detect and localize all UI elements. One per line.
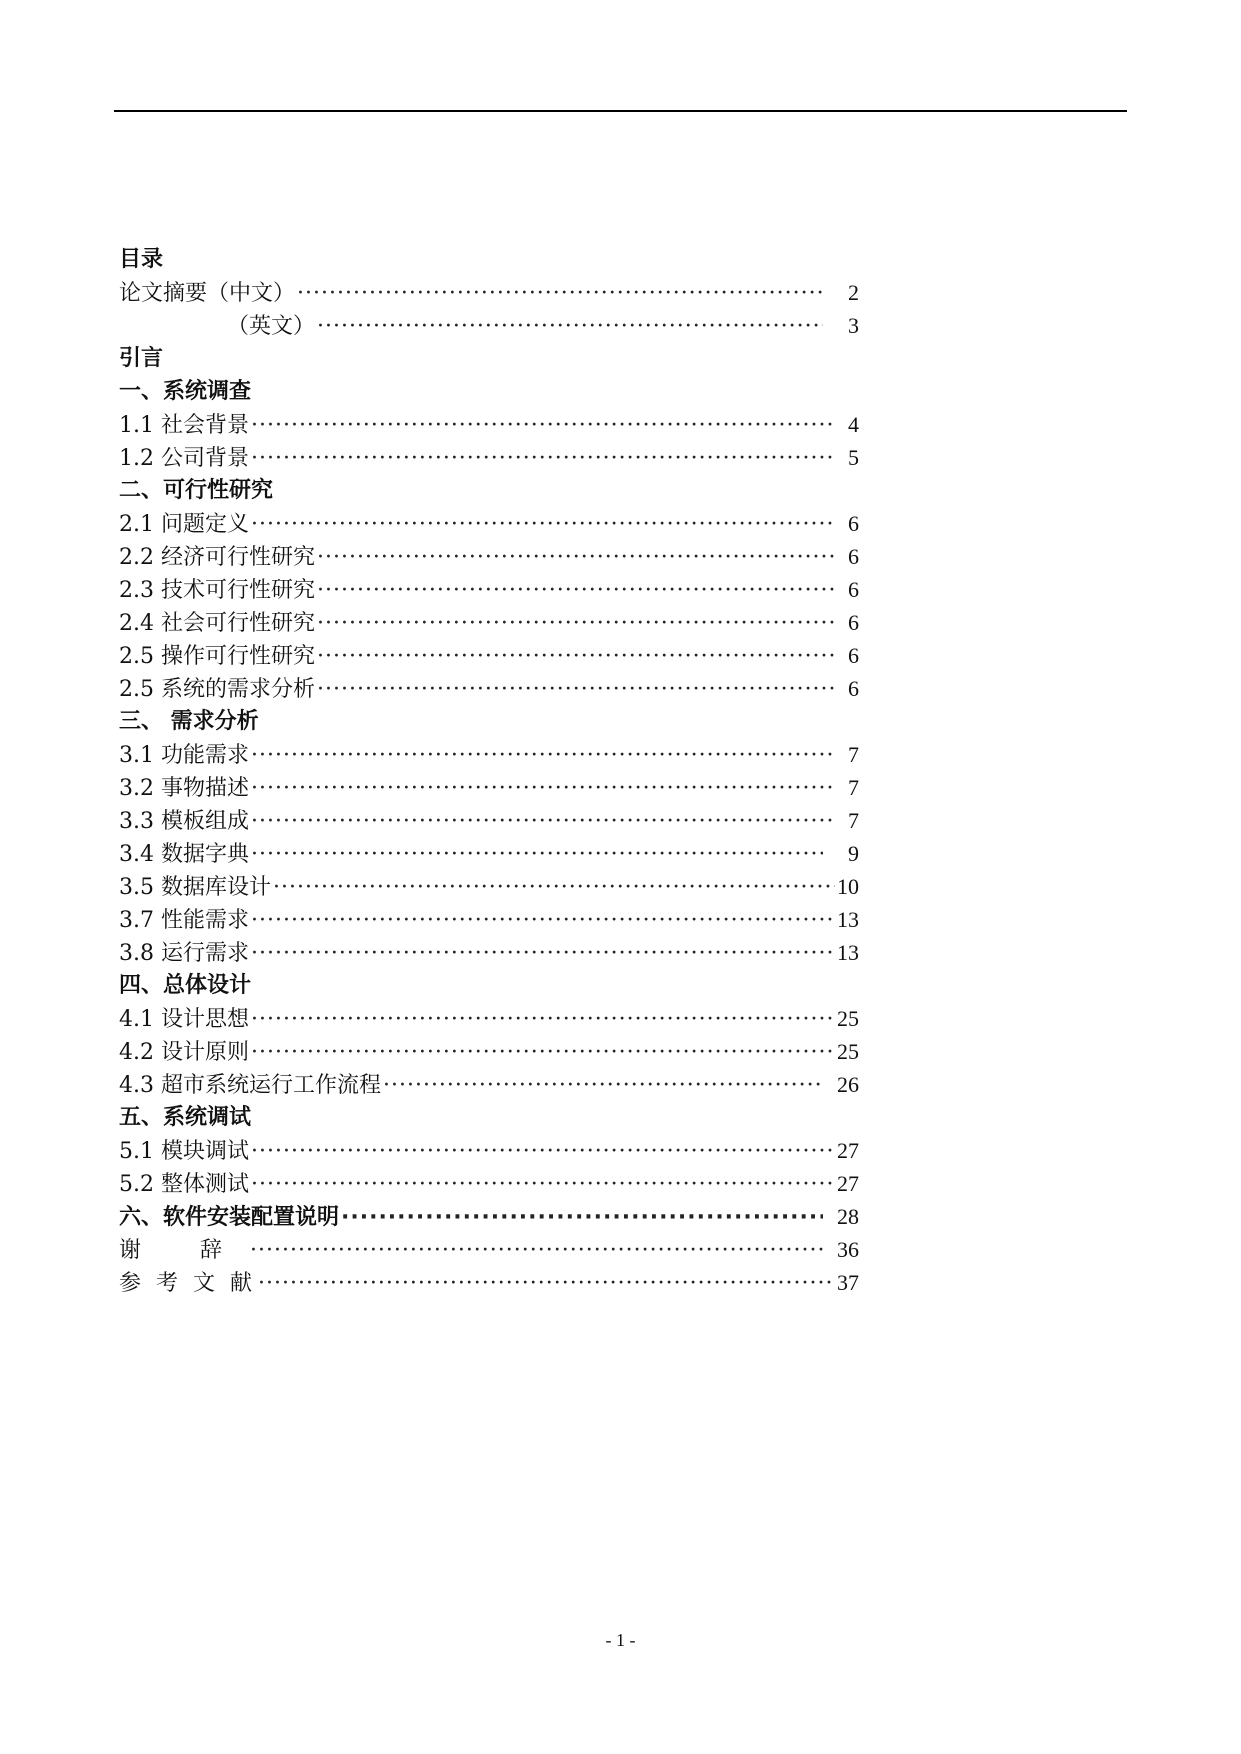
toc-entry-label: 2.3 技术可行性研究: [119, 578, 315, 603]
dot-leader: [317, 541, 835, 574]
toc-entry[interactable]: [119, 606, 859, 639]
dot-leader: [273, 871, 835, 904]
toc-title-text: 目录: [119, 247, 164, 272]
toc-entry-label: 参 考 文 献: [119, 1271, 256, 1296]
toc-entry-page: 25: [837, 1039, 859, 1064]
dot-leader: [317, 310, 823, 343]
toc-entry-label: 3.3 模板组成: [119, 809, 249, 834]
toc-entry-page: 13: [837, 940, 859, 965]
toc-entry[interactable]: [119, 903, 859, 936]
toc-entry-page: 7: [848, 775, 859, 800]
toc-section-heading[interactable]: [119, 705, 859, 738]
dot-leader: [317, 640, 835, 673]
toc-entry-label: 3.5 数据库设计: [119, 875, 271, 900]
toc-entry[interactable]: [119, 573, 859, 606]
toc-entry-label: 3.2 事物描述: [119, 776, 249, 801]
toc-entry[interactable]: [119, 870, 859, 903]
toc-section-heading[interactable]: [119, 1200, 859, 1233]
toc-entry-page: 27: [837, 1138, 859, 1163]
toc-entry[interactable]: [119, 408, 859, 441]
toc-entry-label: 1.2 公司背景: [119, 446, 249, 471]
toc-entry-page: 9: [848, 841, 859, 866]
toc-entry-page: 2: [848, 280, 859, 305]
dot-leader: [297, 277, 823, 310]
toc-entry-label: 引言: [119, 346, 164, 371]
toc-entry-label: 4.1 设计思想: [119, 1007, 249, 1032]
dot-leader: [251, 1003, 835, 1036]
toc-entry[interactable]: [119, 936, 859, 969]
toc-section-heading[interactable]: [119, 375, 859, 408]
toc-entry-page: 7: [848, 742, 859, 767]
toc-entry-label: 二、可行性研究: [119, 478, 274, 503]
toc-entry-page: 6: [848, 577, 859, 602]
toc-entry-label: 三、 需求分析: [119, 709, 259, 734]
toc-entry[interactable]: [119, 804, 859, 837]
dot-leader: [317, 673, 835, 706]
toc-entry-page: 36: [837, 1237, 859, 1262]
toc-entry[interactable]: [119, 672, 859, 705]
toc-section-heading[interactable]: [119, 969, 859, 1002]
toc-entry-page: 4: [848, 412, 859, 437]
toc-title: [119, 243, 859, 276]
toc-entry[interactable]: [119, 1068, 859, 1101]
toc-entry-label: 一、系统调查: [119, 379, 252, 404]
toc-entry[interactable]: [119, 837, 859, 870]
dot-leader: [251, 937, 835, 970]
toc-entry-page: 5: [848, 445, 859, 470]
toc-entry-label: 论文摘要（中文）: [119, 281, 296, 306]
toc-entry-label: 1.1 社会背景: [119, 413, 249, 438]
toc-entry[interactable]: [119, 771, 859, 804]
toc-entry-label: 2.1 问题定义: [119, 512, 249, 537]
toc-entry[interactable]: [119, 309, 859, 342]
toc-section-heading[interactable]: [119, 474, 859, 507]
toc-entry-page: 6: [848, 676, 859, 701]
dot-leader: [251, 904, 835, 937]
dot-leader: [317, 607, 835, 640]
toc-entry-label: 5.1 模块调试: [119, 1139, 249, 1164]
dot-leader: [383, 1069, 823, 1102]
toc-entry-label: 3.1 功能需求: [119, 743, 249, 768]
dot-leader: [251, 805, 835, 838]
toc-entry-page: 28: [837, 1204, 859, 1229]
dot-leader: [251, 1168, 835, 1201]
dot-leader: [258, 1267, 835, 1300]
toc-entry-label: （英文）: [227, 314, 316, 339]
toc-entry[interactable]: [119, 441, 859, 474]
toc-entry[interactable]: [119, 1035, 859, 1068]
toc-entry[interactable]: [119, 1266, 859, 1299]
toc-entry[interactable]: [119, 639, 859, 672]
dot-leader: [251, 739, 835, 772]
dot-leader: [251, 508, 835, 541]
toc-entry-label: 3.4 数据字典: [119, 842, 249, 867]
toc-entry[interactable]: [119, 1167, 859, 1200]
toc-entry[interactable]: [119, 1233, 859, 1266]
toc-entry-label: 六、软件安装配置说明: [119, 1205, 340, 1230]
toc-entry-label: 4.3 超市系统运行工作流程: [119, 1073, 381, 1098]
toc-entry-label: 五、系统调试: [119, 1105, 252, 1130]
header-rule: [114, 110, 1127, 112]
toc-entry[interactable]: [119, 540, 859, 573]
toc-entry-label: 四、总体设计: [119, 973, 252, 998]
toc-entry[interactable]: [119, 507, 859, 540]
toc-entry-label: 谢 辞: [119, 1238, 248, 1263]
toc-entry-page: 6: [848, 511, 859, 536]
toc-entry[interactable]: [119, 1134, 859, 1167]
toc-entry-page: 25: [837, 1006, 859, 1031]
toc-entry[interactable]: [119, 738, 859, 771]
toc-entry-label: 2.2 经济可行性研究: [119, 545, 315, 570]
toc-entry-page: 13: [837, 907, 859, 932]
toc-entry-label: 3.7 性能需求: [119, 908, 249, 933]
toc-entry-label: 4.2 设计原则: [119, 1040, 249, 1065]
table-of-contents: [119, 243, 859, 1299]
toc-entry-label: 2.5 操作可行性研究: [119, 644, 315, 669]
dot-leader: [251, 772, 835, 805]
dot-leader: [250, 1234, 823, 1267]
toc-entry-page: 6: [848, 544, 859, 569]
toc-section-heading[interactable]: [119, 1101, 859, 1134]
toc-section-heading[interactable]: [119, 342, 859, 375]
page-number: - 1 -: [605, 1630, 636, 1650]
toc-entry-page: 26: [837, 1072, 859, 1097]
dot-leader: [251, 838, 823, 871]
toc-entry[interactable]: [119, 276, 859, 309]
toc-entry-page: 27: [837, 1171, 859, 1196]
toc-entry-page: 3: [848, 313, 859, 338]
dot-leader: [341, 1201, 823, 1234]
dot-leader: [251, 1036, 835, 1069]
toc-entry-label: 2.4 社会可行性研究: [119, 611, 315, 636]
toc-entry-page: 37: [837, 1270, 859, 1295]
dot-leader: [317, 574, 835, 607]
toc-entry-label: 3.8 运行需求: [119, 941, 249, 966]
toc-entry-page: 7: [848, 808, 859, 833]
toc-entry-label: 5.2 整体测试: [119, 1172, 249, 1197]
dot-leader: [251, 409, 835, 442]
toc-entry-label: 2.5 系统的需求分析: [119, 677, 315, 702]
toc-entry-page: 6: [848, 610, 859, 635]
dot-leader: [251, 1135, 835, 1168]
toc-entry[interactable]: [119, 1002, 859, 1035]
dot-leader: [251, 442, 835, 475]
toc-entry-page: 6: [848, 643, 859, 668]
toc-entry-page: 10: [837, 874, 859, 899]
